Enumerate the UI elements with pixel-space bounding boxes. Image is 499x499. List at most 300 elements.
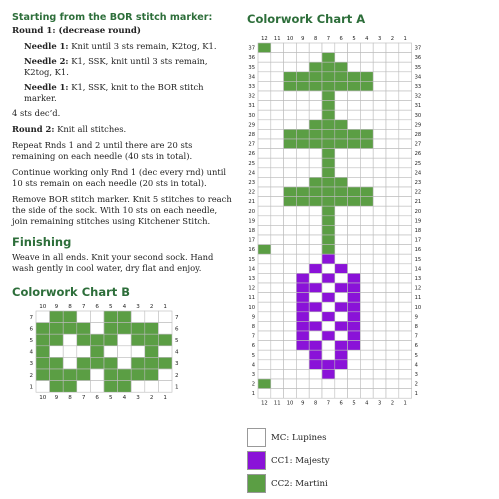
row-label: 4 xyxy=(175,349,179,356)
chart-cell xyxy=(360,158,373,168)
chart-cell xyxy=(360,149,373,159)
chart-cell xyxy=(258,120,271,130)
chart-b-title: Colorwork Chart B xyxy=(12,285,131,299)
chart-cell xyxy=(373,91,386,101)
column-label: 4 xyxy=(365,400,369,407)
row-label: 16 xyxy=(248,247,255,254)
chart-cell xyxy=(271,225,284,235)
chart-cell xyxy=(373,120,386,130)
chart-cell xyxy=(360,81,373,91)
row-label: 27 xyxy=(414,141,422,148)
colorwork-chart-b xyxy=(26,301,216,403)
chart-cell xyxy=(335,72,348,82)
row-label: 34 xyxy=(414,74,422,81)
chart-cell xyxy=(322,91,335,101)
chart-cell xyxy=(258,158,271,168)
row-label: 7 xyxy=(175,314,179,321)
chart-cell xyxy=(104,323,118,335)
chart-cell xyxy=(284,101,297,111)
chart-cell xyxy=(348,62,361,72)
chart-cell xyxy=(131,381,145,393)
row-label: 15 xyxy=(414,256,422,263)
chart-cell xyxy=(373,331,386,341)
chart-cell xyxy=(158,369,172,381)
row-label: 31 xyxy=(248,103,255,110)
chart-cell xyxy=(309,110,322,120)
chart-cell xyxy=(386,158,399,168)
chart-cell xyxy=(348,197,361,207)
chart-cell xyxy=(360,302,373,312)
chart-cell xyxy=(271,81,284,91)
chart-cell xyxy=(360,120,373,130)
column-label: 10 xyxy=(39,304,47,310)
chart-cell xyxy=(258,389,271,399)
column-label: 3 xyxy=(136,304,140,310)
chart-cell xyxy=(284,62,297,72)
chart-cell xyxy=(348,273,361,283)
chart-cell xyxy=(296,273,309,283)
chart-cell xyxy=(296,206,309,216)
legend-label-cc1: CC1: Majesty xyxy=(271,456,330,466)
chart-cell xyxy=(296,245,309,255)
row-label: 22 xyxy=(414,189,422,196)
column-label: 8 xyxy=(68,394,72,401)
row-label: 21 xyxy=(248,199,255,206)
needle3-text: K1, SSK, knit to the BOR stitch marker. xyxy=(24,82,204,103)
row-label: 24 xyxy=(248,170,255,177)
chart-cell xyxy=(271,53,284,63)
chart-cell xyxy=(258,245,271,255)
chart-cell xyxy=(284,168,297,178)
chart-cell xyxy=(399,369,412,379)
row-label: 16 xyxy=(414,247,422,254)
chart-cell xyxy=(373,187,386,197)
chart-cell xyxy=(348,264,361,274)
chart-cell xyxy=(131,323,145,335)
chart-cell xyxy=(348,389,361,399)
chart-cell xyxy=(309,225,322,235)
chart-cell xyxy=(118,346,132,358)
row-label: 6 xyxy=(414,343,418,350)
chart-cell xyxy=(309,129,322,139)
chart-cell xyxy=(271,177,284,187)
chart-cell xyxy=(348,312,361,322)
section-heading: Starting from the BOR stitch marker: xyxy=(12,12,213,23)
finishing-text: Weave in all ends. Knit your second sock. Hand wash gently in cool water, dry flat and enjoy. xyxy=(12,252,214,273)
chart-cell xyxy=(77,323,91,335)
chart-cell xyxy=(284,235,297,245)
chart-cell xyxy=(90,369,104,381)
chart-cell xyxy=(309,254,322,264)
chart-cell xyxy=(258,91,271,101)
chart-cell xyxy=(36,357,50,369)
chart-cell xyxy=(258,129,271,139)
chart-cell xyxy=(284,187,297,197)
chart-cell xyxy=(271,187,284,197)
chart-cell xyxy=(360,283,373,293)
column-label: 3 xyxy=(377,36,382,42)
chart-cell xyxy=(284,245,297,255)
chart-cell xyxy=(322,149,335,159)
colorwork-chart-a xyxy=(240,33,422,409)
chart-cell xyxy=(348,350,361,360)
chart-cell xyxy=(399,62,412,72)
chart-cell xyxy=(386,187,399,197)
chart-cell xyxy=(348,139,361,149)
chart-cell xyxy=(386,341,399,351)
chart-cell xyxy=(373,101,386,111)
chart-cell xyxy=(373,360,386,370)
chart-cell xyxy=(284,360,297,370)
chart-cell xyxy=(335,273,348,283)
chart-cell xyxy=(309,293,322,303)
chart-cell xyxy=(145,323,159,335)
chart-cell xyxy=(399,187,412,197)
chart-cell xyxy=(63,381,77,393)
chart-cell xyxy=(386,245,399,255)
chart-cell xyxy=(373,139,386,149)
chart-cell xyxy=(335,312,348,322)
row-label: 2 xyxy=(414,381,418,388)
legend-swatch-cc2 xyxy=(247,474,266,493)
row-label: 18 xyxy=(248,228,255,235)
chart-cell xyxy=(399,53,412,63)
chart-cell xyxy=(360,206,373,216)
chart-cell xyxy=(360,331,373,341)
chart-cell xyxy=(399,101,412,111)
chart-cell xyxy=(335,369,348,379)
chart-cell xyxy=(348,321,361,331)
chart-cell xyxy=(360,264,373,274)
chart-cell xyxy=(373,149,386,159)
chart-cell xyxy=(271,360,284,370)
chart-cell xyxy=(284,341,297,351)
chart-cell xyxy=(373,254,386,264)
chart-cell xyxy=(296,302,309,312)
column-label: 11 xyxy=(273,36,281,42)
chart-cell xyxy=(322,168,335,178)
row-label: 22 xyxy=(248,189,255,196)
row-label: 36 xyxy=(248,55,255,62)
chart-cell xyxy=(399,177,412,187)
chart-cell xyxy=(335,302,348,312)
column-label: 9 xyxy=(301,36,305,42)
row-label: 4 xyxy=(414,362,418,369)
row-label: 28 xyxy=(248,132,255,139)
round1-heading: Round 1: (decrease round) xyxy=(12,26,141,36)
chart-cell xyxy=(309,177,322,187)
chart-cell xyxy=(258,302,271,312)
chart-cell xyxy=(77,357,91,369)
chart-cell xyxy=(50,369,64,381)
chart-cell xyxy=(399,341,412,351)
chart-cell xyxy=(348,72,361,82)
chart-cell xyxy=(399,120,412,130)
chart-cell xyxy=(335,216,348,226)
chart-cell xyxy=(348,168,361,178)
chart-cell xyxy=(335,197,348,207)
chart-cell xyxy=(335,283,348,293)
chart-cell xyxy=(284,293,297,303)
chart-cell xyxy=(373,302,386,312)
chart-cell xyxy=(284,350,297,360)
chart-cell xyxy=(386,254,399,264)
row-label: 32 xyxy=(248,93,255,100)
chart-cell xyxy=(335,81,348,91)
row-label: 24 xyxy=(414,170,422,177)
row-label: 9 xyxy=(414,314,418,321)
chart-cell xyxy=(348,187,361,197)
chart-cell xyxy=(309,302,322,312)
chart-cell xyxy=(284,331,297,341)
legend-label-cc2: CC2: Martini xyxy=(271,479,328,489)
chart-cell xyxy=(296,225,309,235)
chart-cell xyxy=(386,273,399,283)
chart-cell xyxy=(360,168,373,178)
row-label: 12 xyxy=(248,285,255,292)
column-label: 10 xyxy=(286,400,294,407)
chart-cell xyxy=(296,72,309,82)
chart-cell xyxy=(36,346,50,358)
pattern-instructions xyxy=(12,12,234,279)
chart-cell xyxy=(335,62,348,72)
chart-cell xyxy=(284,197,297,207)
chart-cell xyxy=(360,235,373,245)
chart-cell xyxy=(360,312,373,322)
chart-cell xyxy=(118,381,132,393)
column-label: 6 xyxy=(95,304,99,310)
chart-cell xyxy=(309,91,322,101)
chart-cell xyxy=(360,53,373,63)
chart-cell xyxy=(284,177,297,187)
row-label: 21 xyxy=(414,199,422,206)
chart-cell xyxy=(373,369,386,379)
chart-cell xyxy=(271,302,284,312)
row-label: 11 xyxy=(414,295,422,302)
chart-cell xyxy=(348,341,361,351)
chart-cell xyxy=(77,334,91,346)
chart-cell xyxy=(309,43,322,53)
chart-cell xyxy=(399,168,412,178)
row-label: 35 xyxy=(248,64,255,71)
chart-cell xyxy=(271,293,284,303)
row-label: 19 xyxy=(414,218,422,225)
chart-cell xyxy=(335,206,348,216)
chart-cell xyxy=(296,235,309,245)
chart-cell xyxy=(360,341,373,351)
chart-cell xyxy=(50,346,64,358)
chart-cell xyxy=(373,245,386,255)
chart-cell xyxy=(386,312,399,322)
chart-cell xyxy=(258,206,271,216)
chart-cell xyxy=(284,216,297,226)
chart-cell xyxy=(77,346,91,358)
chart-cell xyxy=(296,350,309,360)
chart-cell xyxy=(322,187,335,197)
row-label: 37 xyxy=(248,45,255,52)
chart-cell xyxy=(322,264,335,274)
chart-cell xyxy=(399,360,412,370)
chart-cell xyxy=(399,331,412,341)
chart-cell xyxy=(258,341,271,351)
chart-cell xyxy=(284,283,297,293)
chart-cell xyxy=(373,235,386,245)
chart-cell xyxy=(284,264,297,274)
chart-cell xyxy=(360,245,373,255)
row-label: 20 xyxy=(414,208,422,215)
chart-cell xyxy=(296,254,309,264)
chart-cell xyxy=(360,177,373,187)
chart-cell xyxy=(386,168,399,178)
chart-cell xyxy=(284,72,297,82)
column-label: 7 xyxy=(326,36,331,42)
chart-cell xyxy=(373,168,386,178)
chart-cell xyxy=(309,331,322,341)
column-label: 1 xyxy=(403,36,407,42)
row-label: 23 xyxy=(248,180,255,187)
round2-instruction xyxy=(12,124,234,135)
chart-cell xyxy=(271,341,284,351)
row-label: 29 xyxy=(414,122,422,129)
chart-cell xyxy=(335,91,348,101)
chart-cell xyxy=(360,91,373,101)
row-label: 11 xyxy=(248,295,255,302)
chart-cell xyxy=(271,168,284,178)
chart-cell xyxy=(284,312,297,322)
chart-cell xyxy=(296,197,309,207)
chart-cell xyxy=(322,245,335,255)
needle1-text: Knit until 3 sts remain, K2tog, K1. xyxy=(71,41,217,51)
chart-cell xyxy=(296,293,309,303)
chart-cell xyxy=(284,110,297,120)
chart-cell xyxy=(386,72,399,82)
chart-cell xyxy=(309,273,322,283)
chart-cell xyxy=(271,129,284,139)
chart-cell xyxy=(322,331,335,341)
chart-cell xyxy=(309,264,322,274)
chart-cell xyxy=(348,225,361,235)
chart-cell xyxy=(386,177,399,187)
chart-cell xyxy=(284,302,297,312)
chart-cell xyxy=(360,187,373,197)
chart-cell xyxy=(158,381,172,393)
chart-cell xyxy=(348,101,361,111)
row-label: 28 xyxy=(414,132,422,139)
chart-cell xyxy=(322,206,335,216)
chart-cell xyxy=(322,360,335,370)
chart-cell xyxy=(322,389,335,399)
row-label: 2 xyxy=(29,372,33,379)
chart-cell xyxy=(360,254,373,264)
chart-cell xyxy=(335,321,348,331)
chart-cell xyxy=(258,101,271,111)
chart-cell xyxy=(322,101,335,111)
chart-cell xyxy=(373,216,386,226)
chart-cell xyxy=(296,91,309,101)
row-label: 1 xyxy=(175,384,179,391)
chart-cell xyxy=(335,149,348,159)
column-label: 9 xyxy=(54,304,59,310)
chart-cell xyxy=(386,206,399,216)
chart-cell xyxy=(348,149,361,159)
chart-cell xyxy=(309,62,322,72)
chart-cell xyxy=(309,158,322,168)
chart-cell xyxy=(399,43,412,53)
chart-cell xyxy=(386,264,399,274)
chart-cell xyxy=(309,389,322,399)
row-label: 36 xyxy=(414,55,422,62)
chart-cell xyxy=(373,110,386,120)
chart-cell xyxy=(386,120,399,130)
chart-cell xyxy=(386,216,399,226)
chart-cell xyxy=(309,321,322,331)
chart-cell xyxy=(348,293,361,303)
chart-cell xyxy=(296,149,309,159)
chart-cell xyxy=(296,216,309,226)
chart-cell xyxy=(335,187,348,197)
row-label: 1 xyxy=(251,391,255,398)
chart-cell xyxy=(386,129,399,139)
chart-cell xyxy=(271,43,284,53)
chart-cell xyxy=(322,72,335,82)
column-label: 5 xyxy=(109,304,113,310)
chart-cell xyxy=(335,264,348,274)
chart-cell xyxy=(322,81,335,91)
continue-instruction: Continue working only Rnd 1 (dec every rnd) until 10 sts remain on each needle (20 sts in total). xyxy=(12,167,227,188)
chart-cell xyxy=(399,235,412,245)
chart-cell xyxy=(399,139,412,149)
row-label: 3 xyxy=(29,361,33,368)
chart-cell xyxy=(399,273,412,283)
chart-cell xyxy=(309,245,322,255)
chart-cell xyxy=(90,357,104,369)
chart-cell xyxy=(296,110,309,120)
chart-cell xyxy=(258,293,271,303)
chart-cell xyxy=(322,273,335,283)
chart-cell xyxy=(399,302,412,312)
chart-cell xyxy=(118,311,132,323)
chart-cell xyxy=(271,254,284,264)
row-label: 2 xyxy=(251,381,255,388)
chart-cell xyxy=(309,81,322,91)
chart-cell xyxy=(63,323,77,335)
chart-cell xyxy=(373,273,386,283)
chart-cell xyxy=(322,62,335,72)
chart-cell xyxy=(104,369,118,381)
chart-cell xyxy=(258,43,271,53)
chart-cell xyxy=(373,341,386,351)
chart-cell xyxy=(335,53,348,63)
chart-cell xyxy=(284,149,297,159)
column-label: 2 xyxy=(149,304,154,310)
chart-cell xyxy=(360,197,373,207)
round2-text: Knit all stitches. xyxy=(57,124,127,134)
chart-cell xyxy=(386,283,399,293)
chart-cell xyxy=(348,379,361,389)
column-label: 7 xyxy=(326,400,331,407)
chart-cell xyxy=(322,235,335,245)
chart-cell xyxy=(77,369,91,381)
chart-cell xyxy=(90,334,104,346)
chart-cell xyxy=(373,53,386,63)
chart-cell xyxy=(63,311,77,323)
chart-cell xyxy=(335,379,348,389)
row-label: 3 xyxy=(414,372,418,379)
chart-cell xyxy=(386,331,399,341)
row-label: 7 xyxy=(251,333,255,340)
row-label: 5 xyxy=(414,352,418,359)
row-label: 25 xyxy=(414,160,422,167)
